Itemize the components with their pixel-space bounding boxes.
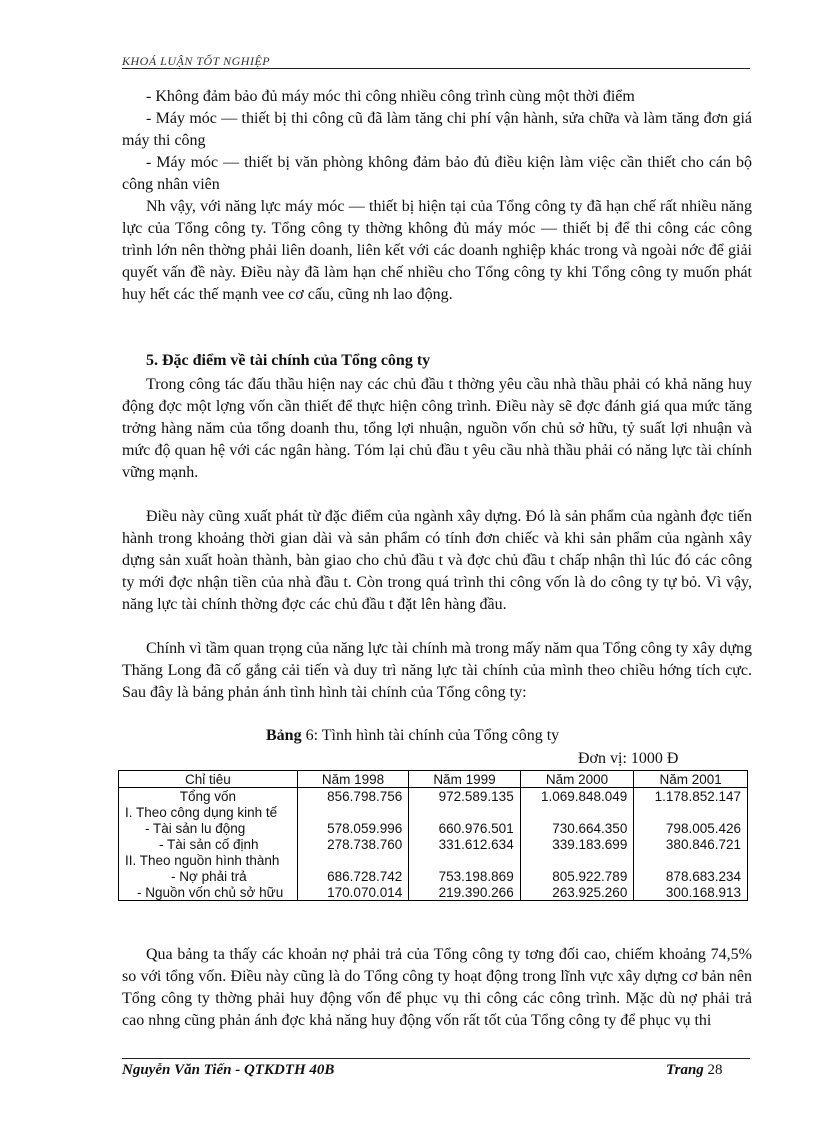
row-label: - Tài sản lu động	[119, 820, 298, 836]
cell-value: 730.664.350	[520, 820, 634, 836]
section-paragraph-1: Trong công tác đấu thầu hiện nay các chủ đầu t thờng yêu cầu nhà thầu phải có khả năng huy động đợc một lợng vốn cần thiết để thực hiện công trình. Điều này sẽ đợc đánh giá qua mức tăng trởng hàng năm của tổng doanh thu, tổng lợi nhuận, nguồn vốn chủ sở hữu, tỷ suất lợi nhuận và mức độ quan hệ với các ngân hàng. Tóm lại chủ đầu t yêu cầu nhà thầu phải có năng lực tài chính vững mạnh.	[122, 376, 752, 481]
cell-value	[409, 804, 520, 820]
cell-value: 278.738.760	[297, 836, 408, 852]
cell-value	[520, 804, 634, 820]
financial-table	[118, 770, 748, 901]
cell-value	[634, 804, 748, 820]
table-row	[119, 852, 748, 868]
bullet-paragraph-3: - Máy móc — thiết bị văn phòng không đảm bảo đủ điều kiện làm việc cần thiết cho cán bộ công nhân viên	[122, 154, 752, 193]
header-year-2000: Năm 2000	[520, 771, 634, 788]
bullet-paragraph-2: - Máy móc — thiết bị thi công cũ đã làm tăng chi phí vận hành, sửa chữa và làm tăng đơn giá máy thi công	[122, 110, 752, 149]
table-row	[119, 884, 748, 901]
footer-divider	[122, 1058, 750, 1059]
footer-page	[666, 1062, 723, 1079]
cell-value: 972.589.135	[409, 788, 520, 805]
cell-value: 170.070.014	[297, 884, 408, 901]
summary-paragraph: Nh vậy, với năng lực máy móc — thiết bị hiện tại của Tổng công ty đã hạn chế rất nhiều năng lực của Tổng công ty. Tổng công ty thờng không đủ máy móc — thiết bị để thi công các công trình lớn nên thờng phải liên doanh, liên kết với các doanh nghiệp khác trong và ngoài nớc để giải quyết vấn đề này. Điều này đã làm hạn chế nhiều cho Tổng công ty khi Tổng công ty muốn phát huy hết các thế mạnh vee cơ cấu, cũng nh lao động.	[122, 198, 752, 303]
page-header-title: KHOÁ LUẬN TỐT NGHIỆP	[122, 54, 271, 68]
closing-paragraph: Qua bảng ta thấy các khoản nợ phải trả của Tổng công ty tơng đối cao, chiếm khoảng 74,5% so với tổng vốn. Điều này cũng là do Tổng công ty hoạt động trong lĩnh vực xây dựng cơ bản nên Tổng công ty thờng phải huy động vốn để phục vụ thi công các công trình. Mặc dù nợ phải trả cao nhng cũng phản ánh đợc khả năng huy động vốn rất tốt của Tổng công ty để phục vụ thi	[122, 946, 752, 1029]
cell-value: 300.168.913	[634, 884, 748, 901]
cell-value: 798.005.426	[634, 820, 748, 836]
header-divider	[122, 68, 750, 69]
cell-value: 263.925.260	[520, 884, 634, 901]
cell-value: 380.846.721	[634, 836, 748, 852]
table-row	[119, 836, 748, 852]
table-caption-text: 6: Tình hình tài chính của Tổng công ty	[301, 727, 560, 744]
cell-value: 753.198.869	[409, 868, 520, 884]
table-header-row	[119, 771, 748, 788]
header-indicator: Chỉ tiêu	[119, 771, 298, 788]
cell-value	[409, 852, 520, 868]
cell-value: 878.683.234	[634, 868, 748, 884]
cell-value: 1.178.852.147	[634, 788, 748, 805]
row-label: - Nguồn vốn chủ sở hữu	[119, 884, 298, 901]
table-row	[119, 788, 748, 805]
cell-value: 805.922.789	[520, 868, 634, 884]
row-label: II. Theo nguồn hình thành	[119, 852, 298, 868]
cell-value: 331.612.634	[409, 836, 520, 852]
bullet-paragraph-1: - Không đảm bảo đủ máy móc thi công nhiều công trình cùng một thời điểm	[146, 88, 635, 105]
table-row	[119, 868, 748, 884]
section-paragraph-3: Chính vì tầm quan trọng của năng lực tài chính mà trong mấy năm qua Tổng công ty xây dựng Thăng Long đã cố gắng cải tiến và duy trì năng lực tài chính của mình theo chiều hớng tích cực. Sau đây là bảng phản ánh tình hình tài chính của Tổng công ty:	[122, 640, 752, 701]
footer-page-number: 28	[707, 1062, 723, 1078]
row-label: I. Theo công dụng kinh tế	[119, 804, 298, 820]
row-label: - Tài sản cố định	[119, 836, 298, 852]
footer-author: Nguyễn Văn Tiến - QTKDTH 40B	[122, 1062, 335, 1078]
cell-value	[297, 804, 408, 820]
section-paragraph-2: Điều này cũng xuất phát từ đặc điểm của ngành xây dựng. Đó là sản phẩm của ngành đợc tiến hành trong khoảng thời gian dài và sản phẩm có tính đơn chiếc và khi sản phẩm của ngành xây dựng sản xuất hoàn thành, bàn giao cho chủ đầu t và đợc chủ đầu t chấp nhận thì lúc đó các công ty mới đợc nhận tiền của nhà đầu t. Còn trong quá trình thi công vốn là do công ty tự bỏ. Vì vậy, năng lực tài chính thờng đợc các chủ đầu t đặt lên hàng đầu.	[122, 508, 752, 613]
footer-page-label: Trang	[666, 1062, 704, 1078]
row-label: - Nợ phải trả	[119, 868, 298, 884]
cell-value: 578.059.996	[297, 820, 408, 836]
row-label: Tổng vốn	[119, 788, 298, 805]
table-row	[119, 804, 748, 820]
header-year-2001: Năm 2001	[634, 771, 748, 788]
section-heading: 5. Đặc điểm về tài chính của Tổng công ty	[146, 352, 431, 369]
cell-value	[634, 852, 748, 868]
cell-value: 339.183.699	[520, 836, 634, 852]
cell-value: 856.798.756	[297, 788, 408, 805]
cell-value: 686.728.742	[297, 868, 408, 884]
table-caption-label: Bảng	[266, 727, 302, 744]
cell-value	[520, 852, 634, 868]
cell-value: 660.976.501	[409, 820, 520, 836]
table-unit: Đơn vị: 1000 Đ	[578, 750, 679, 767]
cell-value: 219.390.266	[409, 884, 520, 901]
table-caption	[266, 727, 559, 745]
table-row	[119, 820, 748, 836]
cell-value: 1.069.848.049	[520, 788, 634, 805]
cell-value	[297, 852, 408, 868]
header-year-1998: Năm 1998	[297, 771, 408, 788]
header-year-1999: Năm 1999	[409, 771, 520, 788]
